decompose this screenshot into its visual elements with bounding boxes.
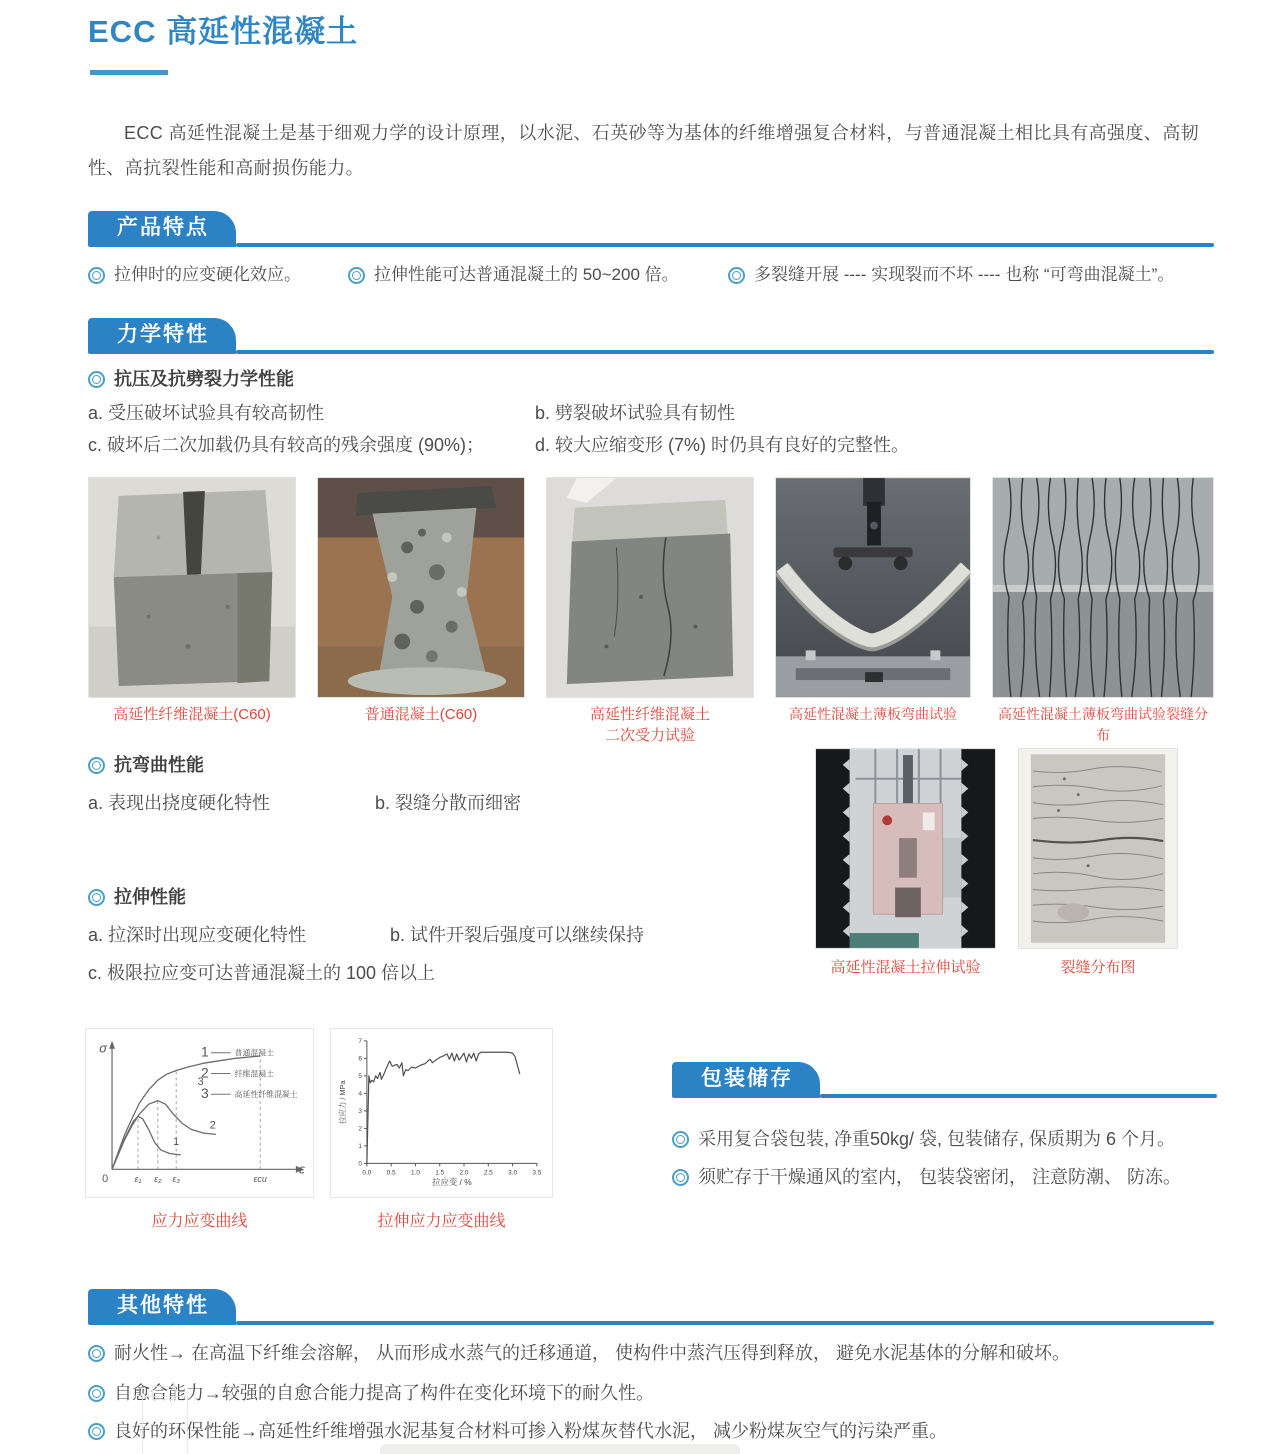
photo-ecc-c60 <box>88 477 296 698</box>
section-tab-packaging: 包装储存 <box>672 1062 820 1098</box>
title-underline <box>90 70 168 75</box>
svg-text:1.5: 1.5 <box>435 1169 445 1177</box>
svg-text:0.0: 0.0 <box>362 1169 372 1177</box>
svg-text:6: 6 <box>358 1055 362 1063</box>
other-bullet-text: 良好的环保性能→高延性纤维增强水泥基复合材料可掺入粉煤灰替代水泥， 减少粉煤灰空气的污染严重。 <box>114 1421 947 1441</box>
section-header-other <box>88 1289 1214 1325</box>
bending-cracks-photo <box>993 478 1213 697</box>
watermark-building-top <box>152 1386 176 1400</box>
photo-bending-crack-distribution <box>992 477 1214 698</box>
tensile-curve-chart <box>330 1028 553 1198</box>
section-header-mechanical <box>88 318 1214 354</box>
compression-item-a: a. 受压破坏试验具有较高韧性 <box>88 403 325 423</box>
packaging-bullet <box>672 1124 1220 1154</box>
feature-bullet <box>348 262 679 288</box>
mechanical-photo-row <box>88 477 1214 698</box>
other-bullet-text: 自愈合能力→较强的自愈合能力提高了构件在变化环境下的耐久性。 <box>114 1383 654 1403</box>
features-bullets <box>88 262 1214 292</box>
page-title: ECC 高延性混凝土 <box>88 14 359 49</box>
svg-text:ε₁: ε₁ <box>134 1174 142 1185</box>
compression-item-c: c. 破坏后二次加载仍具有较高的残余强度 (90%)； <box>88 435 485 455</box>
svg-text:1: 1 <box>200 1043 209 1060</box>
svg-text:5: 5 <box>358 1073 362 1081</box>
compression-item-b: b. 劈裂破坏试验具有韧性 <box>535 403 736 423</box>
ecc-block-photo <box>89 478 295 697</box>
feature-bullet <box>728 262 1174 288</box>
svg-text:1: 1 <box>173 1136 180 1149</box>
section-tab-features: 产品特点 <box>88 211 236 247</box>
svg-text:3.0: 3.0 <box>508 1169 518 1177</box>
section-rule <box>820 1094 1217 1098</box>
double-circle-bullet-icon <box>88 1385 105 1402</box>
tensile-test-photo <box>816 749 995 948</box>
double-circle-bullet-icon <box>88 371 105 388</box>
svg-text:0: 0 <box>102 1173 109 1186</box>
other-bullet <box>88 1378 1214 1408</box>
bottom-decoration-bar <box>380 1444 740 1454</box>
svg-text:2: 2 <box>358 1125 362 1133</box>
right-photo-caption: 裂缝分布图 <box>1060 959 1136 976</box>
photo-caption: 高延性纤维混凝土 二次受力试验 <box>589 706 710 744</box>
svg-text:ε: ε <box>299 1161 305 1177</box>
svg-text:2: 2 <box>209 1119 216 1132</box>
svg-text:2.5: 2.5 <box>483 1169 493 1177</box>
compression-title: 抗压及抗劈裂力学性能 <box>114 369 294 389</box>
photo-ordinary-c60 <box>317 477 525 698</box>
svg-text:3.5: 3.5 <box>532 1169 542 1177</box>
section-rule <box>236 243 1214 247</box>
section-tab-other: 其他特性 <box>88 1289 236 1325</box>
bending-subheading <box>88 752 204 778</box>
feature-bullet <box>88 262 301 288</box>
photo-tensile-test <box>815 748 996 949</box>
feature-bullet-text: 拉伸性能可达普通混凝土的 50~200 倍。 <box>374 265 679 284</box>
photo-crack-map <box>1018 748 1178 949</box>
double-circle-bullet-icon <box>88 1345 105 1362</box>
tensile-curve-chart-svg <box>331 1029 552 1197</box>
ecc-secondary-load-photo <box>547 478 753 697</box>
photo-caption: 高延性纤维混凝土(C60) <box>113 706 271 723</box>
ordinary-concrete-photo <box>318 478 524 697</box>
watermark-building <box>142 1396 188 1454</box>
tension-item-a: a. 拉深时出现应变硬化特性 <box>88 925 307 945</box>
photo-caption: 高延性混凝土薄板弯曲试验 <box>789 706 957 722</box>
svg-text:拉应变 / %: 拉应变 / % <box>432 1177 472 1188</box>
chart-caption: 拉伸应力应变曲线 <box>377 1213 506 1230</box>
svg-text:2.0: 2.0 <box>459 1169 469 1177</box>
tension-item-b: b. 试件开裂后强度可以继续保持 <box>390 925 645 945</box>
section-tab-mechanical: 力学特性 <box>88 318 236 354</box>
svg-text:ε₃: ε₃ <box>172 1174 180 1185</box>
bending-item-b: b. 裂缝分散而细密 <box>375 793 522 813</box>
svg-text:纤维混凝土: 纤维混凝土 <box>234 1069 275 1079</box>
double-circle-bullet-icon <box>348 267 365 284</box>
feature-bullet-text: 多裂缝开展 ---- 实现裂而不坏 ---- 也称 “可弯曲混凝土”。 <box>754 265 1175 284</box>
svg-text:εcu: εcu <box>253 1174 267 1185</box>
photo-caption: 普通混凝土(C60) <box>364 706 478 723</box>
tension-subheading <box>88 884 186 910</box>
tension-title: 拉伸性能 <box>114 887 186 907</box>
svg-text:拉应力 / MPa: 拉应力 / MPa <box>338 1080 348 1124</box>
packaging-bullet-text: 采用复合袋包装, 净重50kg/ 袋, 包装储存, 保质期为 6 个月。 <box>698 1129 1176 1149</box>
svg-text:高延性纤维混凝土: 高延性纤维混凝土 <box>234 1090 298 1100</box>
stress-strain-chart-svg <box>86 1029 313 1197</box>
double-circle-bullet-icon <box>728 267 745 284</box>
bending-title: 抗弯曲性能 <box>114 755 204 775</box>
photo-thin-plate-bending <box>775 477 971 698</box>
svg-text:1: 1 <box>358 1143 362 1151</box>
packaging-bullet <box>672 1162 1220 1192</box>
mechanical-photo-captions <box>88 704 1214 746</box>
double-circle-bullet-icon <box>88 267 105 284</box>
other-bullet <box>88 1416 1214 1446</box>
svg-text:普通混凝土: 普通混凝土 <box>234 1048 275 1058</box>
double-circle-bullet-icon <box>88 757 105 774</box>
bending-item-a: a. 表现出挠度硬化特性 <box>88 793 271 813</box>
svg-text:0.5: 0.5 <box>386 1169 396 1177</box>
right-photo-caption: 高延性混凝土拉伸试验 <box>830 959 981 976</box>
stress-strain-chart <box>85 1028 314 1198</box>
svg-text:σ: σ <box>99 1040 107 1056</box>
packaging-bullet-text: 须贮存于干燥通风的室内， 包装袋密闭， 注意防潮、 防冻。 <box>698 1167 1182 1187</box>
double-circle-bullet-icon <box>672 1131 689 1148</box>
other-bullet <box>88 1338 1214 1368</box>
double-circle-bullet-icon <box>88 889 105 906</box>
svg-text:2: 2 <box>200 1064 209 1081</box>
photo-caption: 高延性混凝土薄板弯曲试验裂缝分布 <box>998 706 1208 743</box>
svg-text:0: 0 <box>358 1160 362 1168</box>
photo-ecc-secondary-load <box>546 477 754 698</box>
section-rule <box>236 350 1214 354</box>
svg-text:ε₂: ε₂ <box>154 1174 162 1185</box>
svg-text:4: 4 <box>358 1090 362 1098</box>
section-rule <box>236 1321 1214 1325</box>
chart-caption: 应力应变曲线 <box>151 1213 248 1230</box>
other-bullet-text: 耐火性→ 在高温下纤维会溶解， 从而形成水蒸气的迁移通道， 使构件中蒸汽压得到释放， 避免水泥基体的分解和破坏。 <box>114 1343 1070 1363</box>
section-header-packaging <box>672 1062 1217 1098</box>
svg-text:3: 3 <box>197 1075 204 1088</box>
feature-bullet-text: 拉伸时的应变硬化效应。 <box>114 265 301 284</box>
section-header-features <box>88 211 1214 247</box>
double-circle-bullet-icon <box>672 1169 689 1186</box>
compression-subheading <box>88 366 294 392</box>
svg-text:3: 3 <box>358 1108 362 1116</box>
double-circle-bullet-icon <box>88 1423 105 1440</box>
svg-text:1.0: 1.0 <box>410 1169 420 1177</box>
plate-bending-photo <box>776 478 970 697</box>
svg-text:7: 7 <box>358 1038 362 1046</box>
intro-paragraph: ECC 高延性混凝土是基于细观力学的设计原理，以水泥、石英砂等为基体的纤维增强复合材料，与普通混凝土相比具有高强度、高韧性、高抗裂性能和高耐损伤能力。 <box>88 123 1199 178</box>
compression-item-d: d. 较大应缩变形 (7%) 时仍具有良好的完整性。 <box>535 435 910 455</box>
svg-text:3: 3 <box>200 1085 209 1102</box>
crack-map-photo <box>1019 749 1177 948</box>
tension-item-c: c. 极限拉应变可达普通混凝土的 100 倍以上 <box>88 963 436 983</box>
